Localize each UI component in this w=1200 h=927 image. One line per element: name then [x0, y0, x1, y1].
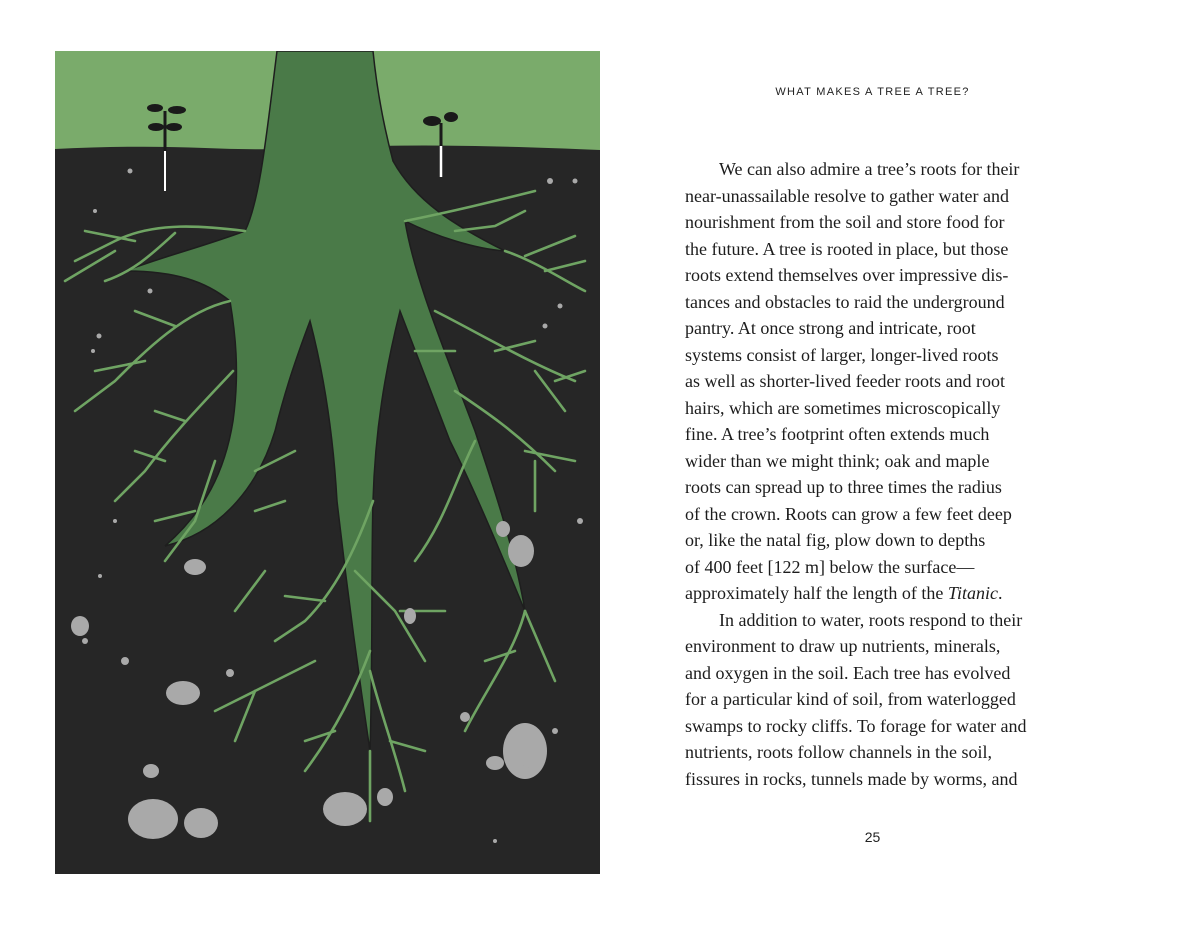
rock [121, 657, 129, 665]
rock [552, 728, 558, 734]
rock [543, 324, 548, 329]
text-line-last [685, 580, 1070, 607]
seedling-leaf [444, 112, 458, 122]
rock [184, 559, 206, 575]
text-line: and oxygen in the soil. Each tree has evolved [685, 662, 1011, 683]
text-line: the future. A tree is rooted in place, but those [685, 238, 1009, 259]
rock [128, 169, 133, 174]
text-fragment: approximately half the length of the [685, 583, 948, 603]
text-line: as well as shorter-lived feeder roots and root [685, 371, 1006, 391]
text-line: fissures in rocks, tunnels made by worms, and [685, 768, 1018, 789]
body-text [685, 156, 1070, 792]
rock [128, 799, 178, 839]
rock [184, 808, 218, 838]
rock [496, 521, 510, 537]
rock [460, 712, 470, 722]
running-head: WHAT MAKES A TREE A TREE? [775, 86, 970, 98]
rock [404, 608, 416, 624]
text-line: pantry. At once strong and intricate, root [685, 318, 976, 338]
rock [573, 179, 578, 184]
text-fragment: . [997, 583, 1003, 603]
text-line: hairs, which are sometimes microscopically [685, 397, 1001, 418]
rock [514, 765, 530, 777]
text-line: In addition to water, roots respond to their [719, 609, 1023, 630]
italic-title: Titanic [947, 583, 998, 603]
rock [113, 519, 117, 523]
seedling-leaf [166, 123, 182, 131]
text-line: roots can spread up to three times the radius [685, 477, 1002, 497]
text-line: or, like the natal fig, plow down to depths [685, 530, 986, 550]
rock [97, 334, 102, 339]
rock [148, 289, 153, 294]
rock [547, 178, 553, 184]
rock [98, 574, 102, 578]
rock [493, 839, 497, 843]
page-number: 25 [864, 829, 881, 845]
rock [82, 638, 88, 644]
text-line: We can also admire a tree’s roots for their [719, 159, 1020, 179]
rock [486, 756, 504, 770]
text-line: systems consist of larger, longer-lived roots [685, 344, 999, 365]
text-line: nutrients, roots follow channels in the soil, [685, 742, 992, 762]
text-line: roots extend themselves over impressive dis- [685, 265, 1009, 285]
text-line: for a particular kind of soil, from waterlogged [685, 689, 1016, 709]
rock [93, 209, 97, 213]
text-line: of 400 feet [122 m] below the surface— [685, 556, 975, 577]
seedling-leaf [168, 106, 186, 114]
seedling-leaf [423, 116, 441, 126]
illustration-canvas [55, 51, 600, 874]
rock [143, 764, 159, 778]
rock [71, 616, 89, 636]
rock [577, 518, 583, 524]
rock [91, 349, 95, 353]
rock [508, 535, 534, 567]
seedling-leaf [148, 123, 164, 131]
tree-roots-illustration [55, 51, 600, 874]
rock [558, 304, 563, 309]
text-line: wider than we might think; oak and maple [685, 450, 990, 471]
text-line: fine. A tree’s footprint often extends much [685, 424, 990, 444]
rock [166, 681, 200, 705]
rock [377, 788, 393, 806]
text-line: environment to draw up nutrients, minerals, [685, 636, 1001, 656]
seedling-leaf [147, 104, 163, 112]
rock [226, 669, 234, 677]
text-line: nourishment from the soil and store food for [685, 212, 1005, 232]
text-line: near-unassailable resolve to gather water and [685, 185, 1009, 206]
rock [323, 792, 367, 826]
text-line: tances and obstacles to raid the underground [685, 291, 1005, 312]
text-line: swamps to rocky cliffs. To forage for water and [685, 715, 1027, 736]
text-line: of the crown. Roots can grow a few feet deep [685, 503, 1012, 524]
